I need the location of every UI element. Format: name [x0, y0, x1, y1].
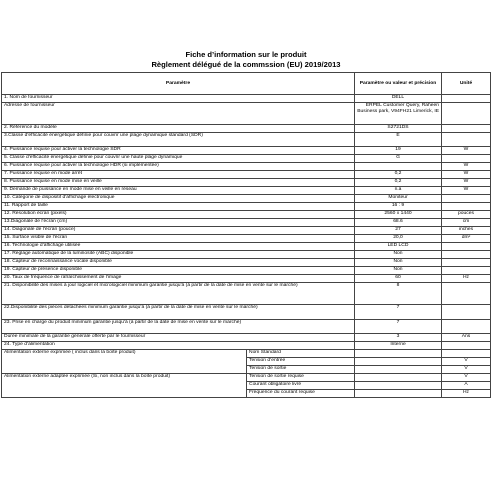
param-cell: 12. Résolution écran (pixels): [2, 211, 355, 219]
table-row: [2, 320, 491, 334]
param-cell: 21. Disponibilité des mises à jour logiciel et micrologiciel minimum garantie jusqu’à (à partir de la date de mise en vente sur le marché): [2, 283, 355, 305]
value-cell: 8: [355, 283, 442, 305]
param-cell: 7. Puissance requise en mode arrêt: [2, 171, 355, 179]
table-row: [2, 350, 491, 358]
param-cell: 22.Disponibilité des pièces détachées minimum garantie jusqu’à (à partir de la date de mise en vente sur le marché): [2, 305, 355, 320]
param-cell: 19. Capteur de présence disponible: [2, 267, 355, 275]
value-cell: 0,2: [355, 179, 442, 187]
unit-cell: [442, 350, 491, 358]
value-cell: [355, 358, 442, 366]
param-cell: 18. Capteur de reconnaissance vocale disponible: [2, 259, 355, 267]
sheet-subtitle: Règlement délégué de la commssion (EU) 2019/2013: [151, 60, 341, 69]
table-row: [2, 155, 491, 163]
external-psu-sub-label: Nom Standard: [247, 350, 355, 358]
value-cell: 3: [355, 334, 442, 342]
param-cell: 20. Taux de fréquence de rafraîchissement de l’image: [2, 275, 355, 283]
value-cell: 7: [355, 320, 442, 334]
table-row: [2, 342, 491, 350]
external-psu-sub-label: Tension d’entrée: [247, 358, 355, 366]
table-row: [2, 203, 491, 211]
unit-cell: [442, 259, 491, 267]
unit-cell: [442, 103, 491, 125]
external-psu-label: Alimentation externe exprimée ( inclus dans la boîte produit): [2, 350, 247, 374]
value-cell: S2721DS: [355, 125, 442, 133]
unit-cell: W: [442, 147, 491, 155]
unit-cell: [442, 320, 491, 334]
table-row: [2, 211, 491, 219]
header-unit: Unité: [442, 73, 491, 95]
unit-cell: [442, 195, 491, 203]
value-cell: 7: [355, 305, 442, 320]
table-row: [2, 133, 491, 147]
value-cell: Non: [355, 267, 442, 275]
value-cell: Non: [355, 259, 442, 267]
unit-cell: [442, 133, 491, 147]
unit-cell: [442, 95, 491, 103]
param-cell: 23. Prise en charge du produit minimum garantie jusqu’à (à partir de la date de mise en vente sur le marché): [2, 320, 355, 334]
unit-cell: cm: [442, 219, 491, 227]
value-cell: G: [355, 155, 442, 163]
value-cell: 16 : 9: [355, 203, 442, 211]
unit-cell: [442, 155, 491, 163]
table-row: [2, 267, 491, 275]
unit-cell: [442, 243, 491, 251]
value-cell: 0,2: [355, 171, 442, 179]
param-cell: 6. Puissance requise pour activer la technologie HDR (si implémentée): [2, 163, 355, 171]
header-value: Paramètre ou valeur et précision: [355, 73, 442, 95]
unit-cell: W: [442, 187, 491, 195]
value-cell: DELL: [355, 95, 442, 103]
value-cell: [355, 350, 442, 358]
table-row: [2, 374, 491, 382]
unit-cell: [442, 203, 491, 211]
table-row: [2, 163, 491, 171]
value-cell: 27: [355, 227, 442, 235]
external-psu-sub-label: Tension de sortie: [247, 366, 355, 374]
param-cell: 24. Type d’alimentation: [2, 342, 355, 350]
value-cell: 60: [355, 275, 442, 283]
table-row: [2, 259, 491, 267]
table-row: [2, 283, 491, 305]
unit-cell: V: [442, 366, 491, 374]
unit-cell: [442, 251, 491, 259]
value-cell: [355, 366, 442, 374]
unit-cell: [442, 267, 491, 275]
unit-cell: inches: [442, 227, 491, 235]
unit-cell: A: [442, 382, 491, 390]
value-cell: [355, 390, 442, 398]
unit-cell: [442, 283, 491, 305]
table-row: [2, 219, 491, 227]
param-cell: 1. Nom de fournisseur: [2, 95, 355, 103]
unit-cell: [442, 305, 491, 320]
param-cell: 8. Puissance requise en mode mise en veille: [2, 179, 355, 187]
unit-cell: dm²: [442, 235, 491, 243]
value-cell: Interne: [355, 342, 442, 350]
param-cell: Durée minimale de la garantie générale offerte par le fournisseur: [2, 334, 355, 342]
param-cell: 3.Classe d’efficacité énergétique définie pour couvrir une plage dynamique standard (SDR): [2, 133, 355, 147]
external-psu-sub-label: Fréquence du courant requise: [247, 390, 355, 398]
unit-cell: Hz: [442, 275, 491, 283]
unit-cell: Hz: [442, 390, 491, 398]
unit-cell: W: [442, 171, 491, 179]
value-cell: 19: [355, 147, 442, 155]
param-cell: 9. Demande de puissance en mode mise en veille en réseau: [2, 187, 355, 195]
value-cell: LED LCD: [355, 243, 442, 251]
table-row: [2, 147, 491, 155]
value-cell: [355, 163, 442, 171]
param-cell: Adresse de fournisseur: [2, 103, 355, 125]
table-row: [2, 275, 491, 283]
unit-cell: V: [442, 358, 491, 366]
unit-cell: W: [442, 163, 491, 171]
param-cell: 5. Classe d’efficacité énergétique définie pour couvrir une haute plage dynamique: [2, 155, 355, 163]
param-cell: 13.Diagonale de l’écran (cm): [2, 219, 355, 227]
external-psu-sub-label: Courant obligatoire livré: [247, 382, 355, 390]
param-cell: 2. Référence du modèle: [2, 125, 355, 133]
param-cell: 10. Catégorie de dispositif d’affichage électronique: [2, 195, 355, 203]
sheet-title: Fiche d’information sur le produit: [185, 50, 307, 59]
value-cell: ERPEL Customer Query, Raheen Business park, V94FH21 Limerick, IE: [355, 103, 442, 125]
unit-cell: pouces: [442, 211, 491, 219]
product-info-table: [1, 72, 491, 398]
param-cell: 14. Diagonale de l’écran (pouce): [2, 227, 355, 235]
external-psu-sub-label: Tension de sortie requise: [247, 374, 355, 382]
value-cell: [355, 382, 442, 390]
table-row: [2, 195, 491, 203]
table-row: [2, 179, 491, 187]
value-cell: Moniteur: [355, 195, 442, 203]
table-row: [2, 187, 491, 195]
value-cell: n.a: [355, 187, 442, 195]
unit-cell: V: [442, 374, 491, 382]
table-row: [2, 227, 491, 235]
table-row: [2, 235, 491, 243]
unit-cell: W: [442, 179, 491, 187]
table-row: [2, 95, 491, 103]
value-cell: 68.6: [355, 219, 442, 227]
param-cell: 11. Rapport de taille: [2, 203, 355, 211]
param-cell: 17. Réglage automatique de la luminosité (ABC) disponible: [2, 251, 355, 259]
value-cell: 2560 x 1440: [355, 211, 442, 219]
table-row: [2, 334, 491, 342]
param-cell: 16. Technologie d’affichage utilisée: [2, 243, 355, 251]
table-row: [2, 125, 491, 133]
table-row: [2, 305, 491, 320]
param-cell: 15. Surface visible de l’écran: [2, 235, 355, 243]
unit-cell: [442, 125, 491, 133]
param-cell: 4. Puissance requise pour activer la technologie SDR: [2, 147, 355, 155]
value-cell: 20,0: [355, 235, 442, 243]
header-parameter: Paramètre: [2, 73, 355, 95]
external-psu-label: Alimentation externe adaptée exprimée (Si, non inclus dans la boîte produit): [2, 374, 247, 398]
table-row: [2, 243, 491, 251]
table-row: [2, 103, 491, 125]
table-row: [2, 251, 491, 259]
table-row: [2, 171, 491, 179]
value-cell: Non: [355, 251, 442, 259]
value-cell: [355, 374, 442, 382]
value-cell: E: [355, 133, 442, 147]
unit-cell: [442, 342, 491, 350]
unit-cell: Ans: [442, 334, 491, 342]
